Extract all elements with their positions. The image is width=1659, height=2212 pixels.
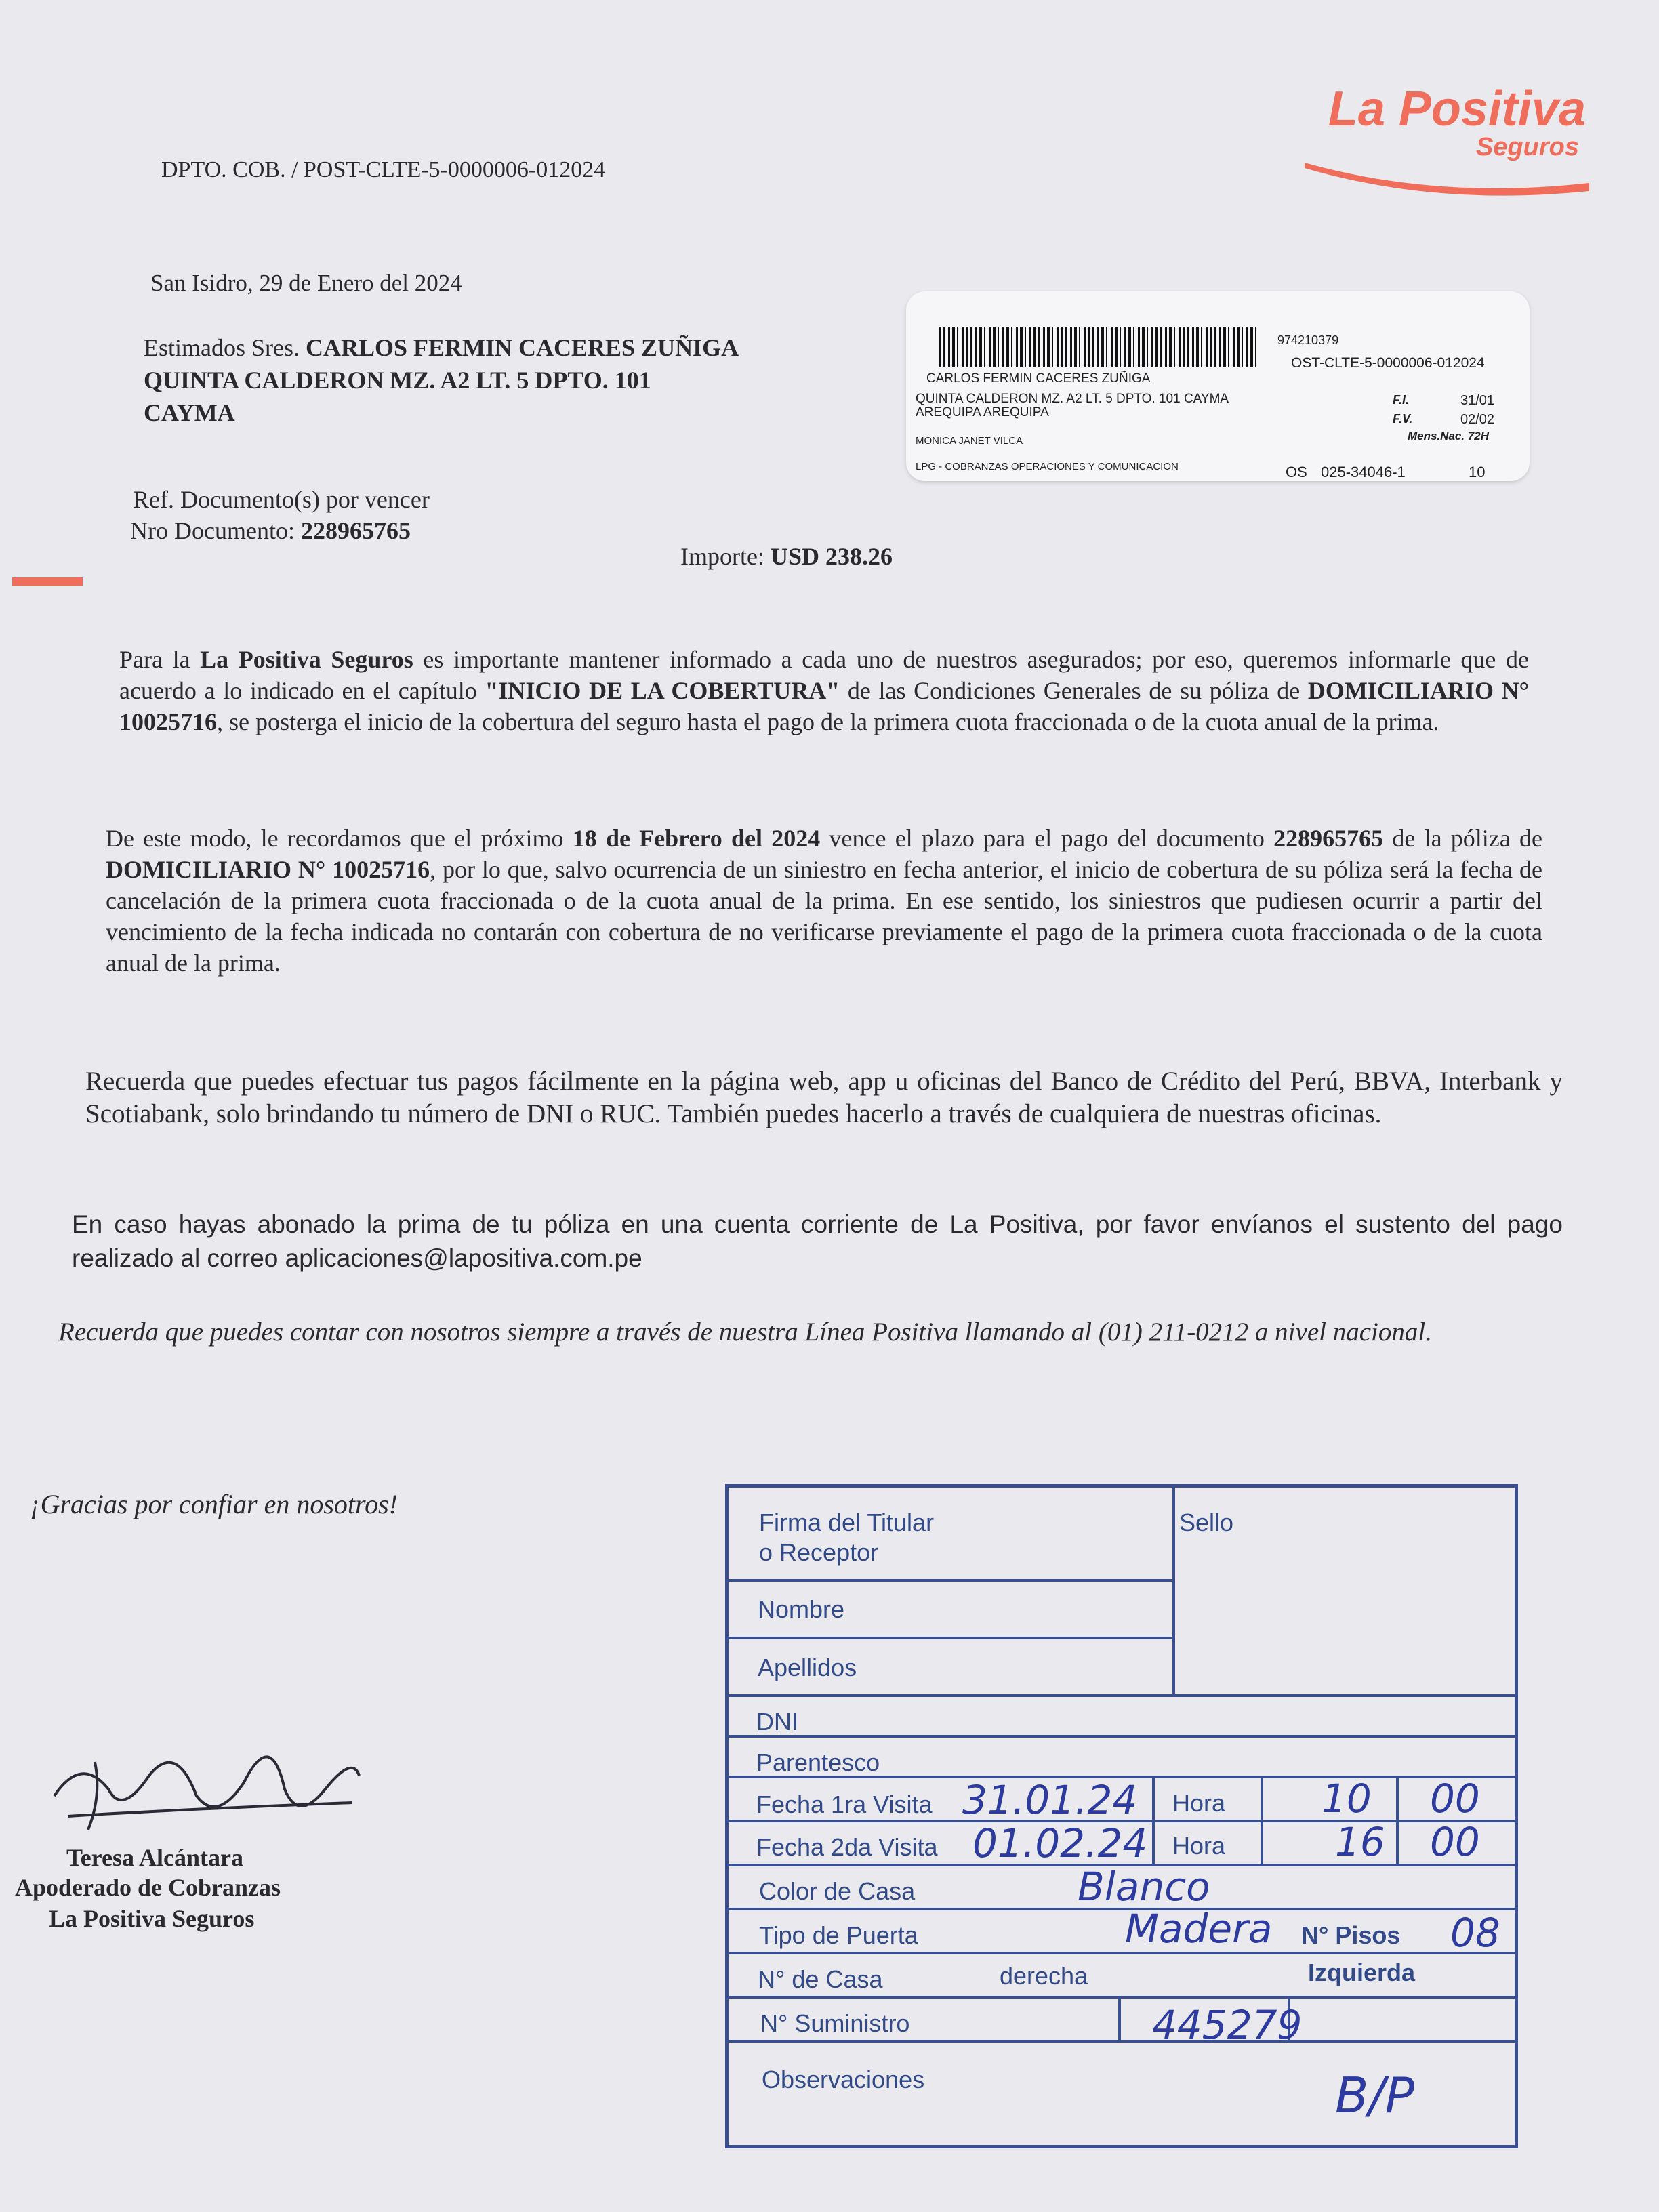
logo-name: La Positiva	[1328, 82, 1586, 136]
importe-value: USD 238.26	[770, 543, 893, 570]
stamp-line	[1152, 1776, 1155, 1864]
color-value: Blanco	[1078, 1864, 1210, 1910]
importe	[680, 542, 893, 571]
reference-code: DPTO. COB. / POST-CLTE-5-0000006-012024	[161, 157, 606, 182]
stamp-line	[725, 1694, 1518, 1697]
p2-text: de la póliza de	[1383, 825, 1542, 852]
hora1-label: Hora	[1172, 1789, 1226, 1817]
stamp-line	[725, 1484, 729, 2148]
nro-doc-label: Nro Documento:	[130, 517, 295, 544]
tipo-puerta-label: Tipo de Puerta	[759, 1921, 918, 1949]
paragraph-5: Recuerda que puedes contar con nosotros siempre a través de nuestra Línea Positiva llamando al (01) 211-0212 a nivel nacional.	[58, 1317, 1432, 1347]
apellidos-label: Apellidos	[758, 1654, 857, 1681]
signer-name: Teresa Alcántara	[66, 1844, 243, 1871]
hora2-minute: 00	[1430, 1819, 1480, 1865]
importe-label: Importe:	[680, 543, 764, 570]
stamp-line	[725, 1484, 1518, 1488]
p1-policy: DOMICILIARIO N° 10025716	[119, 677, 1530, 735]
stamp-line	[725, 1952, 1518, 1954]
stamp-line	[725, 2040, 1518, 2043]
p2-text: vence el plazo para el pago del documento	[820, 825, 1274, 852]
hora2-hour: 16	[1335, 1819, 1385, 1865]
delivery-stamp	[725, 1484, 1565, 2169]
hora2-label: Hora	[1172, 1832, 1226, 1860]
stamp-line	[1172, 1484, 1175, 1694]
receptor-label: o Receptor	[759, 1538, 879, 1566]
fold-mark	[12, 577, 83, 586]
logo-subtitle: Seguros	[1475, 133, 1579, 161]
fi-label: F.I.	[1393, 393, 1410, 407]
addressee	[144, 333, 739, 362]
p2-due-date: 18 de Febrero del 2024	[572, 825, 821, 852]
p1-chapter: "INICIO DE LA COBERTURA"	[485, 677, 840, 704]
mens-value: Mens.Nac. 72H	[1408, 430, 1489, 443]
client-name: CARLOS FERMIN CACERES ZUÑIGA	[306, 334, 739, 361]
color-casa-label: Color de Casa	[759, 1877, 916, 1905]
address-line-2: CAYMA	[144, 399, 235, 426]
ref-doc-label: Ref. Documento(s) por vencer	[133, 486, 430, 513]
n-pisos-label: N° Pisos	[1301, 1921, 1401, 1949]
stamp-line	[725, 1735, 1518, 1738]
hora1-hour: 10	[1322, 1776, 1372, 1822]
izquierda-label: Izquierda	[1308, 1959, 1416, 1986]
fecha2-label: Fecha 2da Visita	[756, 1833, 938, 1861]
label-ref-code: OST-CLTE-5-0000006-012024	[1291, 355, 1485, 371]
stamp-line	[725, 2145, 1518, 2148]
company-logo	[1288, 81, 1586, 197]
paragraph-3: Recuerda que puedes efectuar tus pagos fácilmente en la página web, app u oficinas del Banco de Crédito del Perú, BBVA, Interbank y Scotiabank, solo brindando tu número de DNI o RUC. También puedes hacerlo a través de cualquiera de nuestras oficinas.	[85, 1067, 1563, 1128]
firma-label: Firma del Titular	[759, 1509, 935, 1536]
nro-documento	[130, 516, 411, 545]
label-address: QUINTA CALDERON MZ. A2 LT. 5 DPTO. 101 CAYMA	[916, 392, 1229, 406]
suministro-label: N° Suministro	[760, 2009, 910, 2037]
greeting-prefix: Estimados Sres.	[144, 334, 300, 361]
paragraph-4: En caso hayas abonado la prima de tu póliza en una cuenta corriente de La Positiva, por favor envíanos el sustento del pago realizado al correo aplicaciones@lapositiva.com.pe	[72, 1210, 1563, 1272]
label-dept: LPG - COBRANZAS OPERACIONES Y COMUNICACION	[916, 461, 1179, 472]
paragraph-1	[119, 644, 1529, 737]
stamp-line	[1261, 1776, 1263, 1864]
puerta-value: Madera	[1125, 1906, 1273, 1952]
dni-label: DNI	[756, 1708, 798, 1736]
stamp-line	[1118, 1996, 1121, 2040]
suministro-value: 445279	[1152, 2002, 1303, 2048]
signer-role: Apoderado de Cobranzas	[15, 1874, 281, 1901]
stamp-line	[725, 1996, 1518, 1999]
signer-company: La Positiva Seguros	[49, 1905, 255, 1932]
fv-label: F.V.	[1393, 412, 1413, 426]
derecha-label: derecha	[1000, 1962, 1088, 1990]
os-count: 10	[1469, 464, 1486, 480]
nro-doc-value: 228965765	[300, 517, 411, 544]
parentesco-label: Parentesco	[756, 1748, 880, 1776]
sello-label: Sello	[1179, 1509, 1234, 1536]
stamp-line	[725, 1579, 1172, 1582]
thanks-line: ¡Gracias por confiar en nosotros!	[30, 1489, 398, 1519]
nombre-label: Nombre	[758, 1595, 845, 1623]
label-name: CARLOS FERMIN CACERES ZUÑIGA	[926, 371, 1151, 386]
stamp-line	[1515, 1484, 1518, 2148]
mailing-label	[906, 291, 1530, 481]
p2-policy: DOMICILIARIO N° 10025716	[106, 856, 430, 883]
label-agent: MONICA JANET VILCA	[916, 435, 1023, 447]
os-label: OS	[1286, 464, 1307, 480]
fecha1-label: Fecha 1ra Visita	[756, 1790, 933, 1818]
logo-swoosh-icon	[1301, 149, 1593, 197]
signature-icon	[41, 1715, 366, 1843]
address-line-1: QUINTA CALDERON MZ. A2 LT. 5 DPTO. 101	[144, 367, 651, 394]
n-casa-label: N° de Casa	[758, 1965, 883, 1993]
fi-value: 31/01	[1460, 393, 1495, 408]
fv-value: 02/02	[1460, 412, 1495, 427]
observaciones-value: B/P	[1335, 2067, 1415, 2124]
p2-text: De este modo, le recordamos que el próximo	[106, 825, 573, 852]
p1-company: La Positiva Seguros	[200, 646, 413, 673]
p1-text: de las Condiciones Generales de su póliza de	[840, 677, 1308, 704]
barcode-number: 974210379	[1277, 333, 1339, 347]
label-city: AREQUIPA AREQUIPA	[916, 405, 1049, 419]
p2-document: 228965765	[1273, 825, 1384, 852]
pisos-value: 08	[1450, 1910, 1500, 1956]
barcode-icon	[939, 327, 1257, 367]
p1-text: Para la	[119, 646, 201, 673]
paragraph-2	[106, 823, 1542, 979]
observaciones-label: Observaciones	[762, 2066, 925, 2093]
hora1-minute: 00	[1430, 1776, 1480, 1822]
fecha1-value: 31.01.24	[962, 1777, 1138, 1823]
os-value: 025-34046-1	[1321, 464, 1406, 480]
p1-text: es importante mantener informado a cada uno de nuestros asegurados; por eso, queremos informarle que de acuerdo a lo indicado en el capítulo	[119, 646, 1529, 704]
p2-text: , por lo que, salvo ocurrencia de un siniestro en fecha anterior, el inicio de cobertura de su póliza será la fecha de cancelación de la primera cuota fraccionada o de la cuota anual de la prima. En ese sentido, los siniestros que pudiesen ocurrir a partir del vencimiento de la fecha indicada no contarán con cobertura de no verificarse previamente el pago de la primera cuota fraccionada o de la cuota anual de la prima.	[106, 856, 1542, 977]
p1-text: , se posterga el inicio de la cobertura del seguro hasta el pago de la primera cuota fraccionada o de la cuota anual de la prima.	[217, 708, 1439, 735]
stamp-line	[1396, 1776, 1399, 1864]
date-line: San Isidro, 29 de Enero del 2024	[150, 270, 462, 296]
fecha2-value: 01.02.24	[972, 1820, 1148, 1866]
stamp-line	[725, 1637, 1172, 1639]
